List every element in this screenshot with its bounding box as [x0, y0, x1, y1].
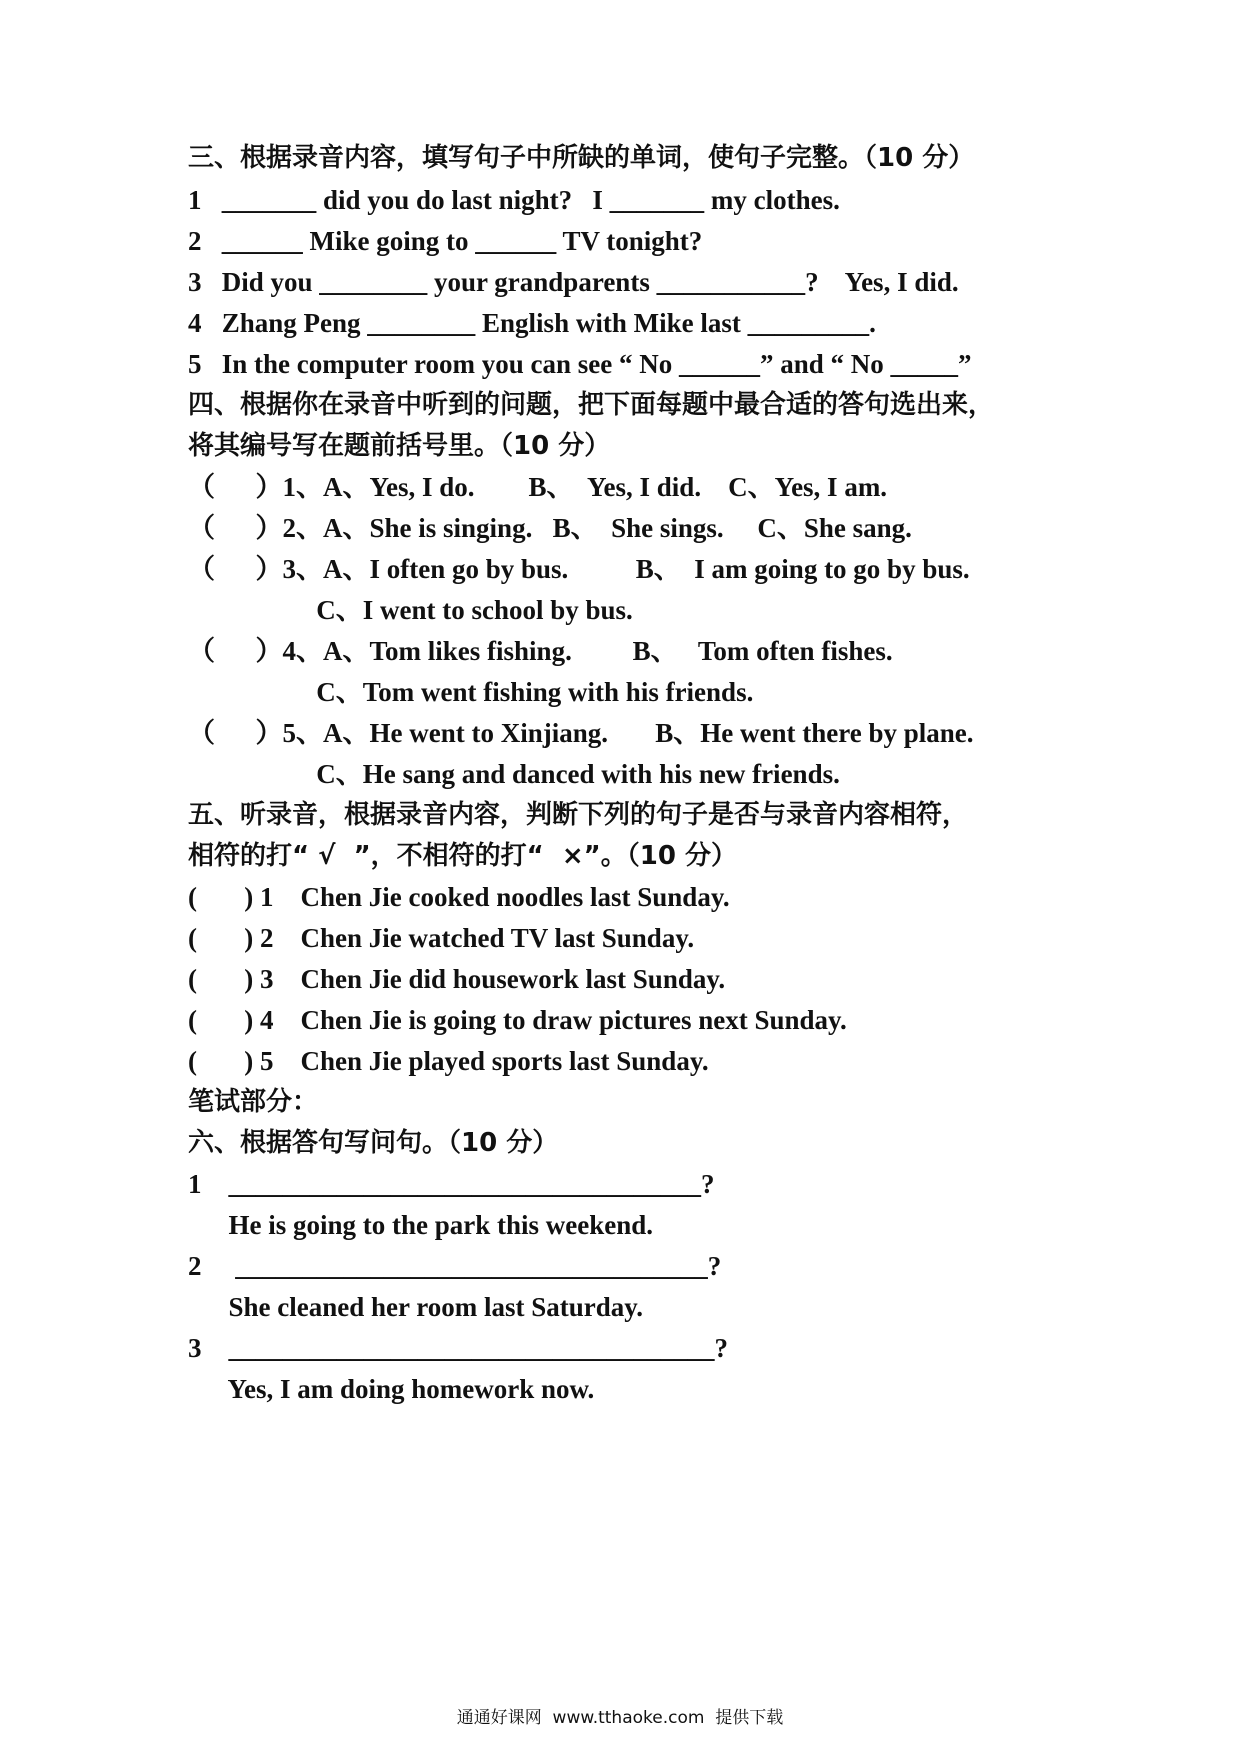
section4-item-2: （ ）2、A、She is singing. B、 She sings. C、She sang.	[188, 513, 912, 543]
section3-item-4: 4 Zhang Peng ________ English with Mike last _________.	[188, 308, 876, 338]
section3-item-1: 1 _______ did you do last night? I _______ my clothes.	[188, 185, 840, 215]
section3-item-5: 5 In the computer room you can see “ No ______” and “ No _____”	[188, 349, 972, 379]
section3-item-3: 3 Did you ________ your grandparents ___________? Yes, I did.	[188, 267, 959, 297]
section5-item-3: ( ) 3 Chen Jie did housework last Sunday.	[188, 964, 726, 994]
section6-question-2: 2 ___________________________________?	[188, 1251, 722, 1281]
section5-item-2: ( ) 2 Chen Jie watched TV last Sunday.	[188, 923, 695, 953]
section5-item-1: ( ) 1 Chen Jie cooked noodles last Sunday.	[188, 882, 730, 912]
section5-title-line2: 相符的打“ √ ”，不相符的打“ ×”。（10 分）	[188, 841, 737, 871]
section5-title-line1: 五、听录音，根据录音内容，判断下列的句子是否与录音内容相符，	[188, 800, 969, 830]
section6-title: 六、根据答句写问句。（10 分）	[188, 1128, 559, 1158]
section4-item-3: （ ）3、A、I often go by bus. B、 I am going to go by bus.	[188, 554, 970, 584]
section5-item-4: ( ) 4 Chen Jie is going to draw pictures next Sunday.	[188, 1005, 847, 1035]
written-part-label: 笔试部分：	[188, 1087, 319, 1117]
section4-item-4-option-c: C、Tom went fishing with his friends.	[188, 677, 754, 707]
section4-item-5-option-c: C、He sang and danced with his new friends.	[188, 759, 840, 789]
section4-item-4: （ ）4、A、Tom likes fishing. B、 Tom often fishes.	[188, 636, 893, 666]
section6-question-3: 3 ____________________________________?	[188, 1333, 728, 1363]
section6-question-1: 1 ___________________________________?	[188, 1169, 715, 1199]
section4-title-line2: 将其编号写在题前括号里。（10 分）	[188, 431, 611, 461]
footer-source: 通通好课网 www.tthaoke.com 提供下载	[456, 1708, 784, 1728]
section6-answer-1: He is going to the park this weekend.	[188, 1210, 654, 1240]
section3-item-2: 2 ______ Mike going to ______ TV tonight?	[188, 226, 703, 256]
section4-item-1: （ ）1、A、Yes, I do. B、 Yes, I did. C、Yes, I am.	[188, 472, 888, 502]
section6-answer-3: Yes, I am doing homework now.	[188, 1374, 595, 1404]
section5-item-5: ( ) 5 Chen Jie played sports last Sunday.	[188, 1046, 709, 1076]
section4-item-5: （ ）5、A、He went to Xinjiang. B、He went there by plane.	[188, 718, 974, 748]
section4-item-3-option-c: C、I went to school by bus.	[188, 595, 633, 625]
section4-title-line1: 四、根据你在录音中听到的问题，把下面每题中最合适的答句选出来，	[188, 390, 995, 420]
section3-title: 三、根据录音内容，填写句子中所缺的单词，使句子完整。（10 分）	[188, 143, 975, 173]
section6-answer-2: She cleaned her room last Saturday.	[188, 1292, 644, 1322]
